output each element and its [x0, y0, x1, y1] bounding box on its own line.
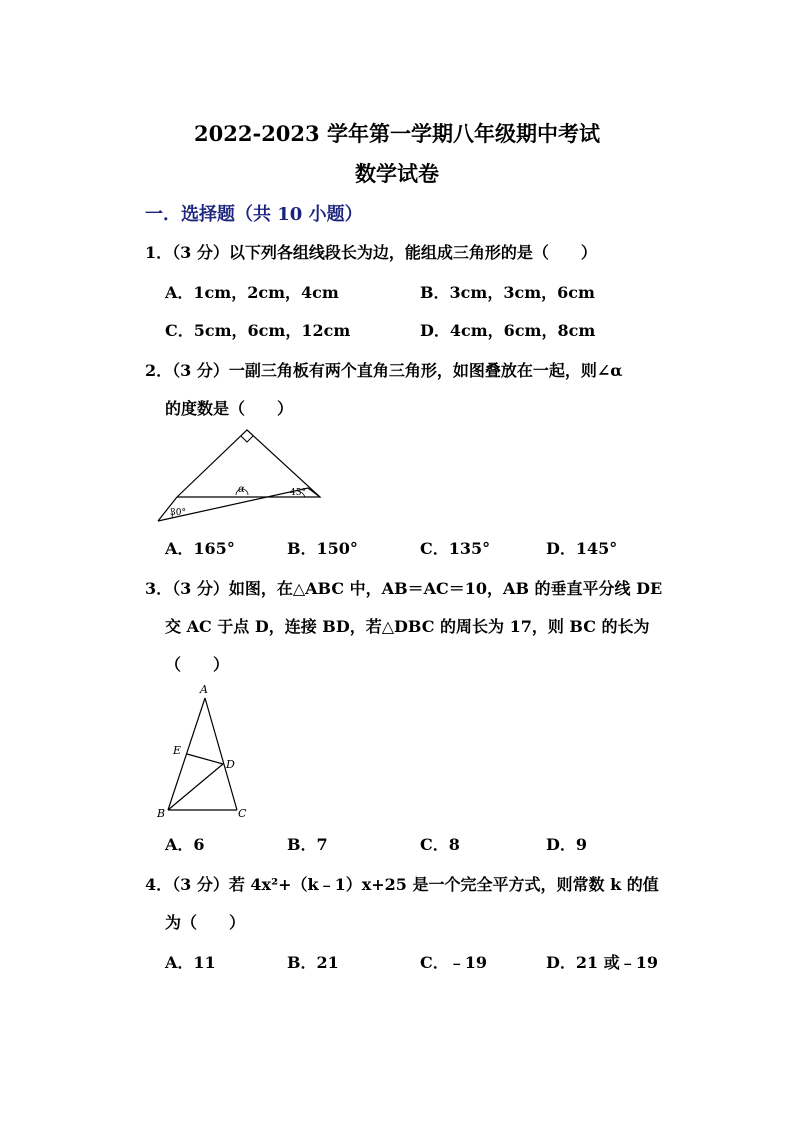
- point-c-label: C: [238, 807, 247, 820]
- q4-option-d: D．21 或﹣19: [546, 953, 658, 972]
- point-d-label: D: [226, 758, 235, 771]
- q3-option-c: C．8: [420, 835, 460, 854]
- q4-option-b: B．21: [287, 953, 339, 972]
- q4-option-a: A．11: [165, 953, 216, 972]
- question-3-text-line1: 3．（3 分）如图，在△ABC 中，AB＝AC＝10，AB 的垂直平分线 DE: [145, 579, 663, 598]
- question-1-text: 1．（3 分）以下列各组线段长为边，能组成三角形的是（ ）: [145, 243, 597, 262]
- point-a-label: A: [200, 683, 208, 696]
- question-3-text-line3: （ ）: [165, 655, 230, 674]
- question-2-text-line2: 的度数是（ ）: [165, 399, 294, 418]
- exam-subtitle: 数学试卷: [355, 161, 439, 186]
- q4-option-c: C．﹣19: [420, 953, 488, 972]
- question-2-text-line1: 2．（3 分）一副三角板有两个直角三角形，如图叠放在一起，则∠α: [145, 361, 623, 380]
- q1-option-b: B．3cm，3cm，6cm: [420, 283, 595, 302]
- section-heading: 一．选择题（共 10 小题）: [145, 204, 363, 225]
- alpha-label: α: [238, 484, 245, 495]
- q3-triangle-figure: [150, 680, 260, 826]
- question-4-text-line2: 为（ ）: [165, 913, 246, 932]
- q2-option-c: C．135°: [420, 539, 491, 558]
- point-b-label: B: [157, 807, 166, 820]
- point-e-label: E: [173, 744, 182, 757]
- question-4-text-line1: 4．（3 分）若 4x²+（k﹣1）x+25 是一个完全平方式，则常数 k 的值: [145, 875, 659, 894]
- q3-option-d: D．9: [546, 835, 588, 854]
- q1-option-c: C．5cm，6cm，12cm: [165, 321, 351, 340]
- q2-option-b: B．150°: [287, 539, 358, 558]
- angle-30-label: 30°: [170, 508, 186, 518]
- q3-option-b: B．7: [287, 835, 328, 854]
- question-3-text-line2: 交 AC 于点 D，连接 BD，若△DBC 的周长为 17，则 BC 的长为: [165, 617, 650, 636]
- q2-option-d: D．145°: [546, 539, 618, 558]
- q2-option-a: A．165°: [165, 539, 235, 558]
- exam-title: 2022-2023 学年第一学期八年级期中考试: [194, 121, 600, 146]
- q3-option-a: A．6: [165, 835, 205, 854]
- q1-option-a: A．1cm，2cm，4cm: [165, 283, 339, 302]
- q1-option-d: D．4cm，6cm，8cm: [420, 321, 596, 340]
- angle-45-label: 45°: [290, 488, 306, 498]
- q2-triangle-figure: [150, 425, 330, 529]
